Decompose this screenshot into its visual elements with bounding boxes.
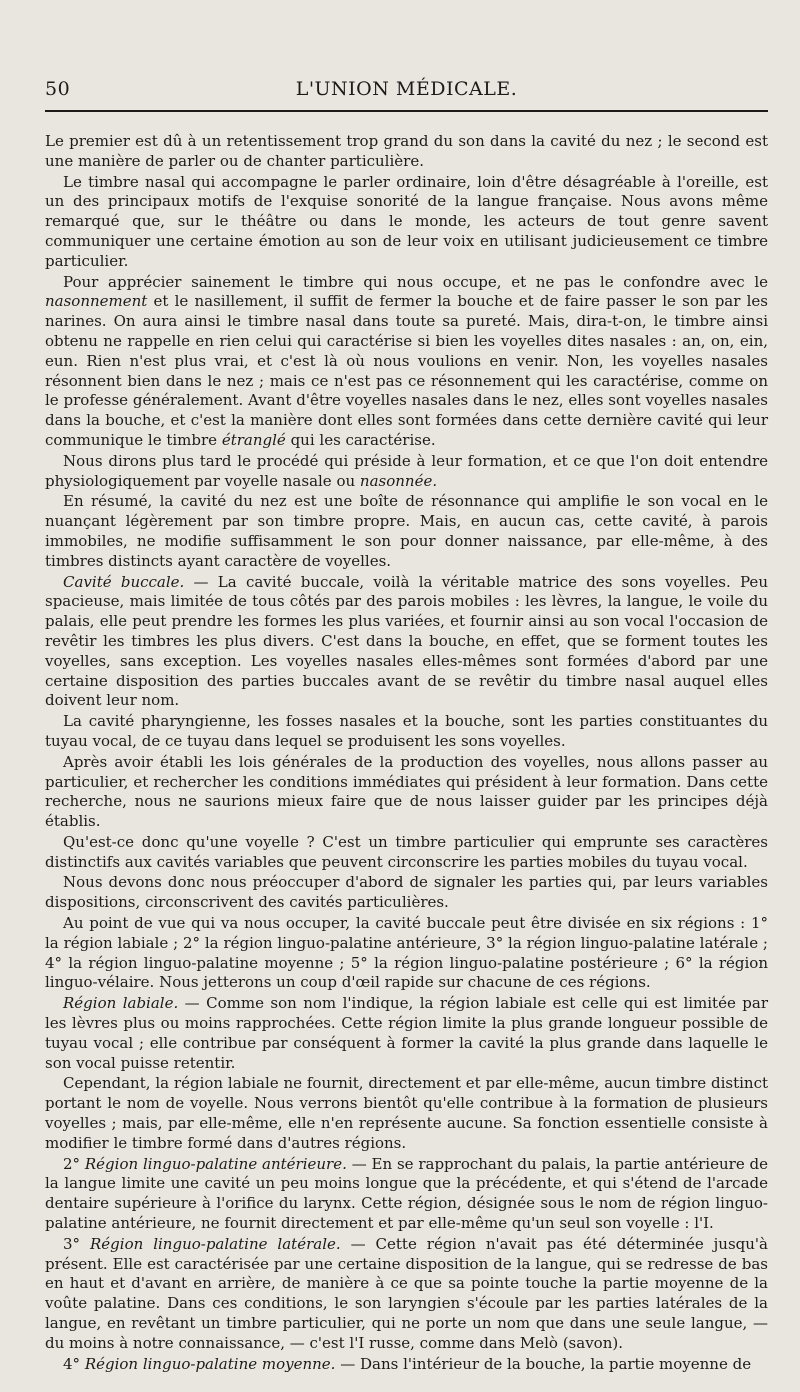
paragraph (45, 914, 768, 993)
italic-run: étranglé (221, 430, 286, 449)
running-head (45, 78, 768, 104)
text-run: — Dans l'intérieur de la bouche, la partie moyenne de (335, 1354, 752, 1373)
italic-run: Région linguo-palatine antérieure. (84, 1154, 347, 1173)
journal-title: L'UNION MÉDICALE. (295, 78, 518, 100)
text-run: qui les caractérise. (285, 430, 436, 449)
text-run: — Cette région n'avait pas été déterminée jusqu'à présent. Elle est caractérisée par une certaine disposition de la langue, qui se redresse de bas en haut et d'avant en arrière, de manière à ce que sa pointe touche la partie moyenne de la voûte palatine. Dans ces conditions, le son laryngien s'écoule par les parties latérales de la langue, en revêtant un timbre particulier, qui ne porte un nom que dans une seule langue, — du moins à notre connaissance, — c'est l'I russe, comme dans Melò (savon). (45, 1234, 768, 1352)
paragraph (45, 173, 768, 272)
text-run: Au point de vue qui va nous occuper, la cavité buccale peut être divisée en six régions : 1° la région labiale ; 2° la région linguo-palatine antérieure, 3° la région linguo-palatine latérale ; 4° la région linguo-palatine moyenne ; 5° la région linguo-palatine postérieure ; 6° la région linguo-vélaire. Nous jetterons un coup d'œil rapide sur chacune de ces régions. (45, 914, 768, 992)
text-run: En résumé, la cavité du nez est une boîte de résonnance qui amplifie le son vocal en le nuançant légèrement par son timbre propre. Mais, en aucun cas, cette cavité, à parois immobiles, ne modifie suffisamment le son pour donner naissance, par elle-même, à des timbres distincts ayant caractère de voyelles. (45, 492, 768, 570)
text-run: 4° (63, 1354, 85, 1373)
paragraph (45, 1074, 768, 1153)
text-run: — En se rapprochant du palais, la partie antérieure de la langue limite une cavité un peu moins longue que la précédente, et qui s'étend de l'arcade dentaire supérieure à l'orifice du larynx. Cette région, désignée sous le nom de région linguo-palatine antérieure, ne fournit directement et par elle-même qu'un seul son voyelle : l'I. (45, 1154, 768, 1233)
text-run: Pour apprécier sainement le timbre qui nous occupe, et ne pas le confondre avec le (63, 272, 768, 291)
italic-run: Cavité buccale. (63, 572, 185, 591)
text-run: Le premier est dû à un retentissement trop grand du son dans la cavité du nez ; le second est une manière de parler ou de chanter particulière. (45, 132, 768, 170)
header-rule (45, 110, 768, 112)
paragraph (45, 753, 768, 832)
paragraph (45, 273, 768, 451)
text-run: — La cavité buccale, voilà la véritable matrice des sons voyelles. Peu spacieuse, mais limitée de tous côtés par des parois mobiles : les lèvres, la langue, le voile du palais, elle peut prendre les formes les plus variées, et fournir ainsi au son vocal l'occasion de revêtir les timbres les plus divers. C'est dans la bouche, en effet, que se forment toutes les voyelles, sans exception. Les voyelles nasales elles-mêmes sont formées d'abord par une certaine disposition des parties buccales avant de se revêtir du timbre nasal auquel elles doivent leur nom. (45, 572, 768, 710)
italic-run: nasonnée. (359, 471, 438, 490)
text-run: Nous devons donc nous préoccuper d'abord de signaler les parties qui, par leurs variables dispositions, circonscrivent des cavités particulières. (45, 873, 768, 912)
paragraph (45, 833, 768, 873)
page-number: 50 (45, 78, 71, 100)
paragraph (45, 873, 768, 913)
paragraph (45, 712, 768, 752)
text-run: — Comme son nom l'indique, la région labiale est celle qui est limitée par les lèvres plus ou moins rapprochées. Cette région limite la plus grande longueur possible de tuyau vocal ; elle contribue par conséquent à former la cavité la plus grande dans laquelle le son vocal puisse retentir. (45, 994, 768, 1072)
paragraph (45, 994, 768, 1073)
text-run: La cavité pharyngienne, les fosses nasales et la bouche, sont les parties constituantes du tuyau vocal, de ce tuyau dans lequel se produisent les sons voyelles. (45, 712, 768, 750)
text-run: Qu'est-ce donc qu'une voyelle ? C'est un timbre particulier qui emprunte ses caractères distinctifs aux cavités variables que peuvent circonscrire les parties mobiles du tuyau vocal. (45, 832, 768, 871)
paragraph (45, 573, 768, 712)
italic-run: Région labiale. (63, 994, 179, 1013)
text-run: Nous dirons plus tard le procédé qui préside à leur formation, et ce que l'on doit entendre physiologiquement par voyelle nasale ou (45, 451, 768, 490)
paragraph (45, 132, 768, 172)
article-body (45, 132, 768, 1374)
italic-run: nasonnement (45, 292, 148, 311)
italic-run: Région linguo-palatine moyenne. (84, 1354, 336, 1373)
paragraph (45, 492, 768, 571)
text-run: Après avoir établi les lois générales de la production des voyelles, nous allons passer au particulier, et rechercher les conditions immédiates qui président à leur formation. Dans cette recherche, nous ne saurions mieux faire que de nous laisser guider par les principes déjà établis. (45, 752, 768, 831)
italic-run: Région linguo-palatine latérale. (90, 1234, 341, 1253)
paragraph (45, 452, 768, 492)
text-run: 3° (63, 1234, 90, 1253)
text-run: Cependant, la région labiale ne fournit, directement et par elle-même, aucun timbre distinct portant le nom de voyelle. Nous verrons bientôt qu'elle contribue à la formation de plusieurs voyelles ; mais, par elle-même, elle n'en représente aucune. Sa fonction essentielle consiste à modifier le timbre formé dans d'autres régions. (45, 1074, 768, 1152)
text-run: 2° (63, 1154, 85, 1173)
paragraph (45, 1235, 768, 1354)
paragraph (45, 1355, 768, 1375)
text-run: et le nasillement, il suffit de fermer la bouche et de faire passer le son par les narines. On aura ainsi le timbre nasal dans toute sa pureté. Mais, dira-t-on, le timbre ainsi obtenu ne rappelle en rien celui qui caractérise si bien les voyelles dites nasales : an, on, ein, eun. Rien n'est plus vrai, et c'est là où nous voulions en venir. Non, les voyelles nasales résonnent bien dans le nez ; mais ce n'est pas ce résonnement qui les caractérise, comme on le professe généralement. Avant d'être voyelles nasales dans le nez, elles sont voyelles nasales dans la bouche, et c'est la manière dont elles sont formées dans cette dernière cavité qui leur communique le timbre (45, 292, 768, 449)
paragraph (45, 1155, 768, 1234)
text-run: Le timbre nasal qui accompagne le parler ordinaire, loin d'être désagréable à l'oreille, est un des principaux motifs de l'exquise sonorité de la langue française. Nous avons même remarqué que, sur le théâtre ou dans le monde, les acteurs de tout genre savent communiquer une certaine émotion au son de leur voix en utilisant judicieusement ce timbre particulier. (45, 172, 768, 270)
